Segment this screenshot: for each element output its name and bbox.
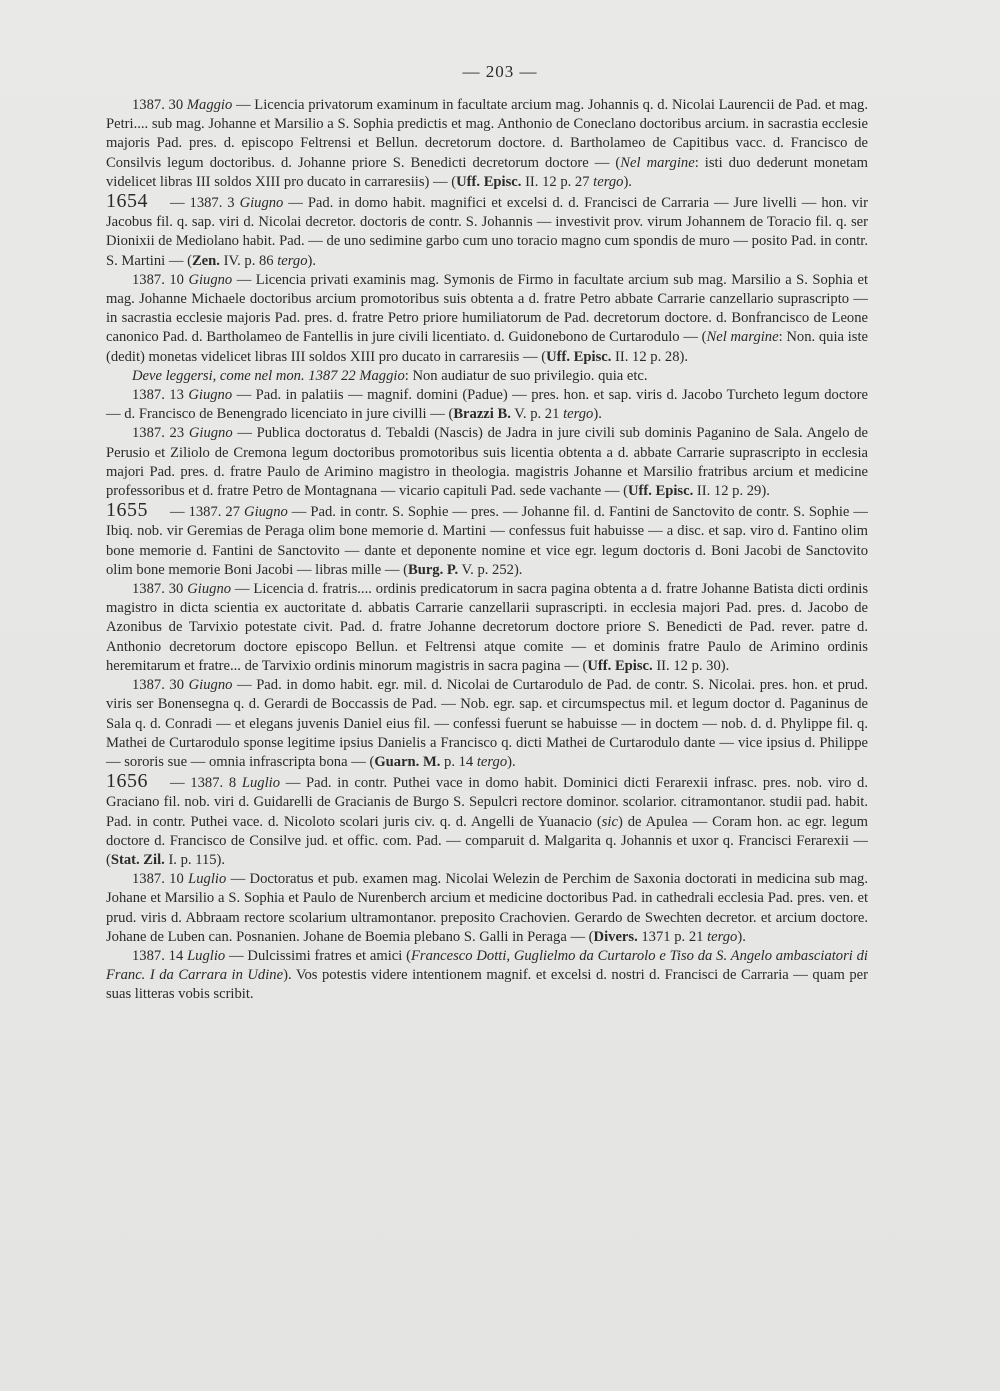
source-reference: Uff. Episc. <box>627 483 694 500</box>
entry-text: 1387. 14 <box>132 947 188 964</box>
document-entry <box>106 870 868 947</box>
entry-text: — Publica doctoratus d. Tebaldi (Nascis) de Jadra in jure civili sub dominis Paganino de Sala. Angelo de Perusio et Ziliolo de Cremona legum doctoribus promotoribus suis licentia obtenta a d. abbate Carrarie suprascripto in ecclesia majori Pad. pres. d. fratre Paulo de Arimino magistro in theologia. magistris Johanne et Marsilio fratribus arcium et medicine professoribus et d. fratre Petro de Montagnana — vicario capituli Pad. sede vachante — ( <box>106 425 868 500</box>
italic-text: Luglio <box>188 871 227 888</box>
source-reference: Burg. P. <box>407 561 459 578</box>
source-reference: Guarn. M. <box>374 753 441 770</box>
document-entry <box>106 501 868 580</box>
entry-text: II. 12 p. 27 <box>521 173 594 190</box>
source-reference: Zen. <box>191 252 220 269</box>
document-entry <box>106 947 868 1005</box>
italic-text: Francesco Dotti, Guglielmo da Curtarolo e Tiso da S. Angelo ambasciatori di Franc. I da Carrara in Udine <box>106 947 868 984</box>
entry-text: V. p. 21 <box>510 406 564 423</box>
entry-text: 1371 p. 21 <box>637 928 708 945</box>
entry-text: — Pad. in domo habit. egr. mil. d. Nicolai de Curtarodulo de Pad. de contr. S. Nicolai. pres. hon. et prud. viris ser Bonensegna q. d. Gerardi de Boccassis de Pad. — Nob. egr. sap. et circumspectus mil. et legum doctor d. Paganinus de Sala q. d. Conradi — et elegans juvenis Daniel eius fil. — confessi fuerunt se habuisse — in doctem — nob. d. d. Phylippe fil. q. Mathei de Curtarodulo sponse legitime ipsius Danielis a Francisco q. dicti Mathei de Curtarodulo dante — vice ipsius d. Philippe — sororis sue — omnia infrascripta bona — ( <box>106 677 868 770</box>
entry-text: ) de Apulea — Coram hon. ac egr. legum doctore d. Francisco de Consilve jud. et offic. com. Pad. — comparuit d. Malgarita q. Johannis et uxor q. Francisci Ferarexii — ( <box>106 813 869 868</box>
entry-text: I. p. 115). <box>164 851 226 868</box>
entry-text: 1387. 10 <box>132 871 189 888</box>
document-entry <box>106 367 868 386</box>
italic-text: tergo <box>563 406 594 423</box>
document-number: 1656 <box>106 770 148 793</box>
source-reference: Divers. <box>593 928 638 945</box>
document-number: 1654 <box>106 190 148 213</box>
source-reference: Uff. Episc. <box>456 173 522 190</box>
entry-text: — Doctoratus et pub. examen mag. Nicolai Welezin de Perchim de Saxonia doctorati in medicina sub mag. Johane et Marsilio a S. Sophia et Paulo de Nurenberch arcium et medicine doctoribus Pad. in cathedrali ecclesia Pad. pres. ven. et prud. viris d. Abbraam rectore scolarium ultramontanor. preposito Crachovien. Gerardo de Swechten decretor. et arcium doctore. Johane de Luben can. Posnanien. Johane de Boemia plebano S. Galli in Peraga — ( <box>106 871 868 945</box>
entry-text: 1387. 30 <box>132 677 189 694</box>
entry-text: II. 12 p. 30). <box>652 657 730 674</box>
italic-text: Luglio <box>241 775 281 792</box>
document-number: 1655 <box>106 499 148 522</box>
entry-text: 1387. 30 <box>132 581 188 598</box>
document-entry <box>106 96 868 192</box>
document-entry <box>106 192 868 271</box>
entry-text: : isti duo dederunt monetam videlicet libras III soldos XIII pro ducato in carraresiis) — ( <box>106 154 868 190</box>
entry-text: : Non. quia iste (dedit) monetas videlicet libras III soldos XIII pro ducato in carraresiis — ( <box>106 329 868 365</box>
italic-text: Maggio <box>186 97 233 113</box>
italic-text: tergo <box>707 928 738 945</box>
document-entry <box>106 676 868 772</box>
document-entry <box>106 271 868 367</box>
entry-text: 1387. 23 <box>132 425 189 442</box>
italic-text: Giugno <box>188 387 233 404</box>
document-body <box>106 96 868 1005</box>
entry-text: IV. p. 86 <box>219 252 278 269</box>
italic-text: Nel margine <box>706 329 779 346</box>
entry-text: — Pad. in palatiis — magnif. domini (Padue) — pres. hon. et sap. viris d. Jacobo Turcheto legum doctore — d. Francisco de Benengrado licenciato in jure civilli — ( <box>106 387 868 423</box>
entry-text: ). <box>623 173 632 190</box>
document-entry <box>106 580 868 676</box>
italic-text: Luglio <box>187 947 226 964</box>
italic-text: tergo <box>476 753 508 770</box>
entry-text: II. 12 p. 28). <box>611 348 688 365</box>
italic-text: Giugno <box>187 581 232 598</box>
entry-text: — Licencia privatorum examinum in facultate arcium mag. Johannis q. d. Nicolai Laurencii de Pad. et mag. Petri.... sub mag. Johanne et Marsilio a S. Sophia predictis et mag. Anthonio de Coneclano doctoribus arcium. in sacrastia ecclesie majoris Pad. pres. d. episcopo Feltrensi et Bellun. decretorum doctore. d. Bartholameo de Capitibus vacc. d. Francisco de Consilvis legum doctoribus. d. Johanne priore S. Benedicti decretorum doctore — ( <box>106 97 868 171</box>
entry-text: — Licencia d. fratris.... ordinis predicatorum in sacra pagina obtenta a d. fratre Johanne Batista dicti ordinis magistro in dicta scientia ex auctoritate d. abbatis Carrarie canzellarii suprascripti. in ecclesia majori Pad. pres. d. Jacobo de Azonibus de Tarvixio potestate civit. Pad. d. fratre Johanne decretorum doctore priore S. Benedicti de Pad. rever. patre d. Anthonio decretorum doctore episcopo Bellun. et Feltrensi atque comite — et dominis fratre Paulo de Arimino ordinis heremitarum et fratre... de Tarvixio ordinis minorum magistris in sacra pagina — ( <box>106 581 868 674</box>
italic-text: sic <box>601 813 618 830</box>
source-reference: Stat. Zil. <box>110 851 165 868</box>
source-reference: Uff. Episc. <box>587 657 653 674</box>
entry-text: : Non audiatur de suo privilegio. quia etc. <box>404 367 648 384</box>
italic-text: Giugno <box>244 504 288 521</box>
italic-text: Deve leggersi, come nel mon. 1387 22 Maggio <box>132 367 405 384</box>
entry-text: ). <box>507 753 516 770</box>
entry-text: — Pad. in domo habit. magnifici et excelsi d. d. Francisci de Carraria — Jure livelli — hon. vir Jacobus fil. q. sap. viri d. Nicolai decretor. doctoris de contr. S. Johannis — investivit prov. virum Johannem de Toracio fil. q. ser Dionixii de Mediolano habit. Pad. — de uno sedimine garbo cum uno toracio magno cum spondis de muro — posito Pad. in contr. S. Martini — ( <box>106 195 869 269</box>
entry-text: — 1387. 27 <box>170 504 245 521</box>
italic-text: Giugno <box>188 271 233 288</box>
italic-text: Giugno <box>188 425 233 442</box>
entry-text: — Licencia privati examinis mag. Symonis de Firmo in facultate arcium sub mag. Marsilio a S. Sophia et mag. Johanne Michaele doctoribus arcium promotoribus suis obtenta a d. fratre Petro abbate Carrarie canzellario suprascripto — in sacrastia ecclesie majoris Pad. pres. d. fratre Petro priore humiliatorum de Pad. decretorum doctore. d. Bonfrancisco de Leone canonico Pad. d. Bartholameo de Fantellis in jure civili licentiato. d. Guidonebono de Curtarodulo — ( <box>106 271 869 346</box>
entry-text: ). <box>593 406 602 423</box>
entry-text: ). <box>307 252 317 269</box>
page-number: — 203 — <box>462 62 538 81</box>
source-reference: Brazzi B. <box>453 406 511 423</box>
document-entry <box>106 424 868 501</box>
entry-text: — Pad. in contr. Puthei vace in domo habit. Dominici dicti Ferarexii infrasc. pres. nob. viro d. Graciano fil. nob. viri d. Guidarelli de Gracianis de Burgo S. Sepulcri rectore dominor. scolarior. citramontanor. studii pad. habit. Pad. in contr. Puthei vace. d. Nicoloto scolari juris civ. q. d. Angelli de Yuanacio ( <box>106 775 869 830</box>
document-entry <box>106 772 868 870</box>
entry-text: V. p. 252). <box>458 561 523 578</box>
entry-text: II. 12 p. 29). <box>693 483 770 500</box>
entry-text: — 1387. 3 <box>170 195 240 212</box>
entry-text: 1387. 10 <box>132 271 189 288</box>
italic-text: Giugno <box>188 677 233 694</box>
entry-text: 1387. 13 <box>132 387 189 404</box>
source-reference: Uff. Episc. <box>546 348 612 365</box>
italic-text: tergo <box>593 173 624 190</box>
italic-text: tergo <box>277 252 308 269</box>
entry-text: — Dulcissimi fratres et amici ( <box>225 947 411 964</box>
italic-text: Giugno <box>239 195 284 212</box>
entry-text: — Pad. in contr. S. Sophie — pres. — Johanne fil. d. Fantini de Sanctovito de contr. S. Sophie — Ibiq. nob. vir Geremias de Peraga olim bone memorie d. Martini — confessus fuit habuisse — a disc. et sap. viro d. Fantino olim bone memorie d. Fantini de Sanctovito — dante et deponente nomine et vice egr. legum doctoris d. Boni Jacobi de Sanctovito olim bone memorie Boni Jacobi — libras mille — ( <box>106 504 869 578</box>
italic-text: Nel margine <box>620 154 695 171</box>
entry-text: 1387. 30 <box>132 97 187 113</box>
entry-text: ). Vos potestis videre intentionem magnif. et excelsi d. nostri d. Francisci de Carraria — quam per suas litteras vobis scribit. <box>106 967 868 1003</box>
document-entry <box>106 386 868 424</box>
entry-text: p. 14 <box>440 753 477 770</box>
entry-text: ). <box>737 928 746 945</box>
entry-text: — 1387. 8 <box>170 775 242 792</box>
